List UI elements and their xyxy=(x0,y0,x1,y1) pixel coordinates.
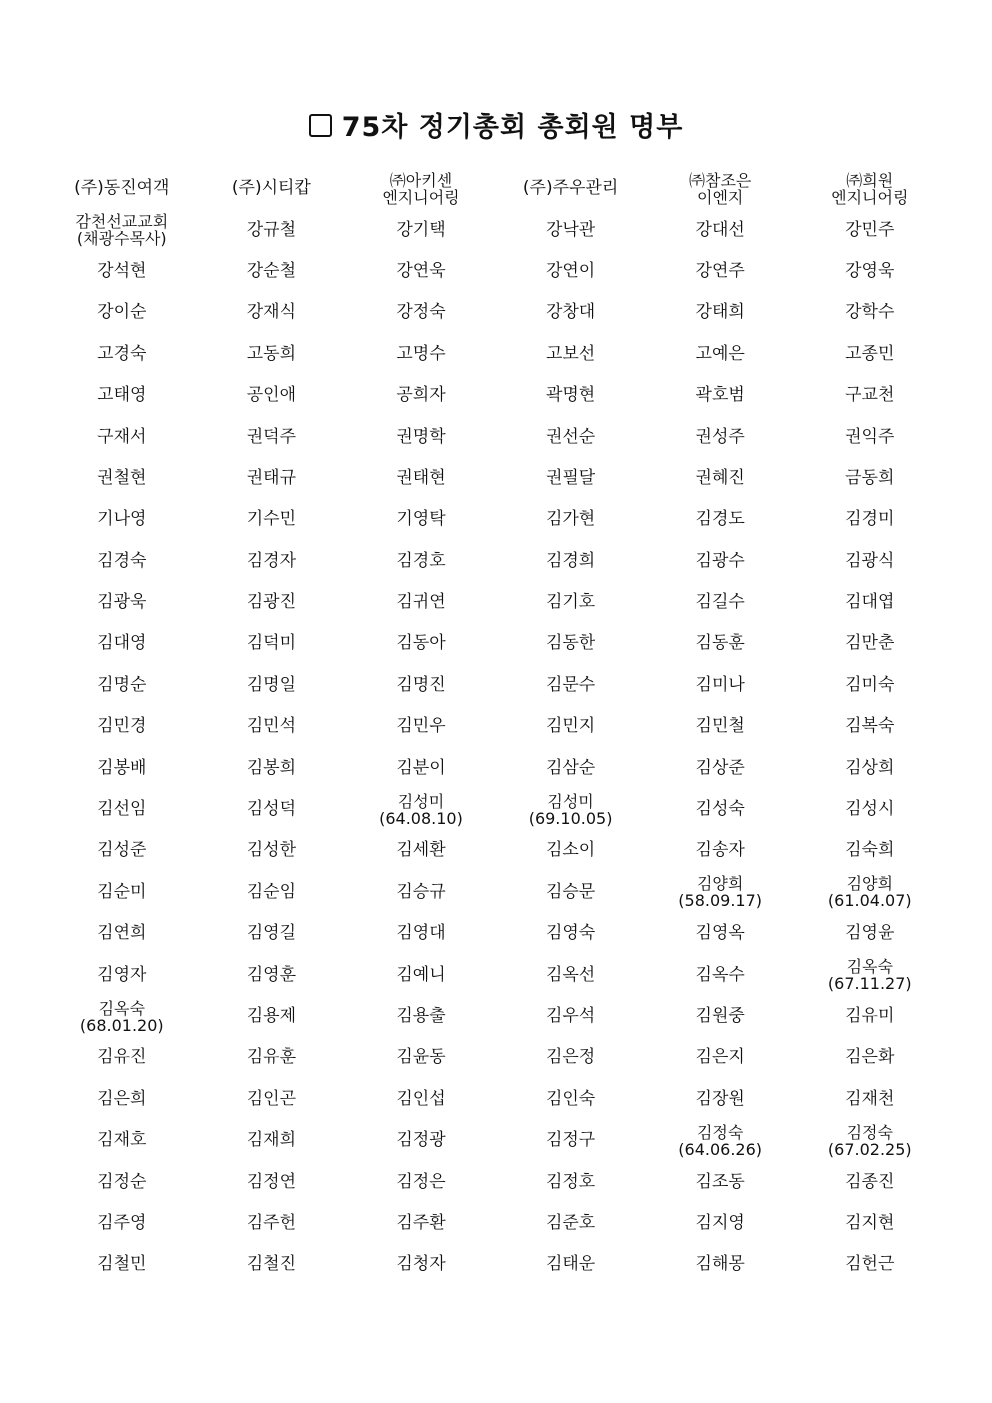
member-name: 김동아 xyxy=(396,633,446,654)
member-name: 김정숙 (64.06.26) xyxy=(678,1122,763,1159)
member-name: 고보선 xyxy=(545,343,596,364)
member-name: 김소이 xyxy=(545,840,596,861)
member-name: 김봉희 xyxy=(246,757,297,778)
member-name: 김원중 xyxy=(695,1006,745,1026)
member-name: 권익주 xyxy=(845,426,895,447)
member-name: 김은지 xyxy=(695,1047,745,1068)
member-name: 김승규 xyxy=(396,881,446,902)
member-name: 강영욱 xyxy=(845,260,895,281)
member-name: 권태규 xyxy=(246,467,297,488)
member-name: 김청자 xyxy=(396,1254,446,1275)
member-name: 김지현 xyxy=(845,1212,895,1233)
member-name: 김철진 xyxy=(246,1254,297,1275)
member-name: 김광욱 xyxy=(97,592,147,613)
member-name: 강민주 xyxy=(845,219,895,240)
member-name: 권덕주 xyxy=(246,426,297,447)
member-name: 김광진 xyxy=(246,592,297,613)
member-name-company: (주)동진여객 xyxy=(74,178,170,199)
member-name: 김명일 xyxy=(246,674,297,695)
member-name: 김종진 xyxy=(845,1171,895,1192)
member-name: 김양희 (58.09.17) xyxy=(678,874,763,911)
member-name: 강이순 xyxy=(97,302,147,323)
member-name: 김영숙 xyxy=(545,923,596,944)
member-name-company: (주)주우관리 xyxy=(522,178,619,199)
member-name: 김옥선 xyxy=(545,964,596,985)
member-name: 김만춘 xyxy=(845,633,895,654)
member-name: 김송자 xyxy=(695,840,745,861)
member-name: 김경숙 xyxy=(97,550,147,571)
member-name: 김헌근 xyxy=(845,1254,895,1275)
member-name: 강연주 xyxy=(695,260,745,281)
page-title-text: 75차 정기총회 총회원 명부 xyxy=(341,112,684,143)
member-name: 김용제 xyxy=(246,1006,297,1026)
member-name: 김옥숙 (68.01.20) xyxy=(79,998,164,1035)
member-name: 김성시 xyxy=(845,799,895,820)
member-name: 김장원 xyxy=(695,1088,745,1109)
member-name: 김상준 xyxy=(695,757,745,778)
member-name: 강학수 xyxy=(845,302,895,323)
member-name: 김봉배 xyxy=(97,757,147,778)
member-name: 김정구 xyxy=(545,1130,596,1151)
member-name: 고명수 xyxy=(396,343,446,364)
member-name: 금동희 xyxy=(845,467,895,488)
member-name: 김은정 xyxy=(545,1047,596,1068)
member-name: 강석현 xyxy=(97,260,147,281)
member-name: 김철민 xyxy=(97,1254,147,1275)
member-name: 김주헌 xyxy=(246,1212,297,1233)
member-name: 김민우 xyxy=(396,716,446,737)
member-name: 김유훈 xyxy=(246,1047,297,1068)
member-name: 권철현 xyxy=(97,467,147,488)
member-name: 김태운 xyxy=(545,1254,596,1275)
member-name-company: ㈜아키센 엔지니어링 xyxy=(382,170,460,207)
member-name: 김순미 xyxy=(97,881,147,902)
member-name: 김은희 xyxy=(97,1088,147,1109)
member-name: 김은화 xyxy=(845,1047,895,1068)
member-name: 강창대 xyxy=(545,302,596,323)
member-name: 김숙희 xyxy=(845,840,895,861)
member-name: 김대엽 xyxy=(845,592,895,613)
member-name: 김주영 xyxy=(97,1212,147,1233)
member-name: 김인곤 xyxy=(246,1088,297,1109)
member-name: 김재희 xyxy=(246,1130,297,1151)
member-name: 김양희 (61.04.07) xyxy=(827,874,912,911)
member-name: 고태영 xyxy=(97,385,147,406)
member-name: 권선순 xyxy=(545,426,596,447)
member-name: 김덕미 xyxy=(246,633,297,654)
member-name: 공희자 xyxy=(396,385,446,406)
member-name: 김재천 xyxy=(845,1088,895,1109)
member-name: 고종민 xyxy=(845,343,895,364)
member-name: 고예은 xyxy=(695,343,745,364)
member-name: 구교천 xyxy=(845,385,895,406)
member-name: 김문수 xyxy=(545,674,596,695)
member-name: 김정순 xyxy=(97,1171,147,1192)
member-name: 김동한 xyxy=(545,633,596,654)
member-name: 김광수 xyxy=(695,550,745,571)
member-name: 김명진 xyxy=(396,674,446,695)
member-name: 기수민 xyxy=(246,509,297,530)
member-name: 김예니 xyxy=(396,964,446,985)
member-roster-grid xyxy=(47,168,945,1286)
member-name: 김유미 xyxy=(845,1006,895,1026)
member-name: 김성미 (64.08.10) xyxy=(379,791,463,828)
member-name: 권성주 xyxy=(695,426,745,447)
member-name: 김상희 xyxy=(845,757,895,778)
member-name: 김미나 xyxy=(695,674,745,695)
member-name: 곽명현 xyxy=(545,385,596,406)
member-name: 김기호 xyxy=(545,592,596,613)
member-name: 김성덕 xyxy=(246,799,297,820)
member-name: 김용출 xyxy=(396,1006,446,1026)
member-name-company: ㈜희원 엔지니어링 xyxy=(831,170,909,207)
member-name: 김정은 xyxy=(396,1171,446,1192)
member-name: 김정연 xyxy=(246,1171,297,1192)
member-name: 감천선교교회 (채광수목사) xyxy=(75,212,169,249)
member-name: 고경숙 xyxy=(97,343,147,364)
member-name: 공인애 xyxy=(246,385,297,406)
member-name: 김정광 xyxy=(396,1130,446,1151)
member-name: 김옥숙 (67.11.27) xyxy=(827,957,912,994)
member-name: 김민석 xyxy=(246,716,297,737)
member-name: 김성숙 xyxy=(695,799,745,820)
member-name: 김선임 xyxy=(97,799,147,820)
member-name: 김정숙 (67.02.25) xyxy=(827,1122,912,1159)
member-name: 김영길 xyxy=(246,923,297,944)
member-name: 김준호 xyxy=(545,1212,596,1233)
member-name: 김영자 xyxy=(97,964,147,985)
member-name: 김우석 xyxy=(545,1006,596,1026)
member-name: 김복숙 xyxy=(845,716,895,737)
member-name: 김경도 xyxy=(695,509,745,530)
member-name: 김재호 xyxy=(97,1130,147,1151)
member-name: 강연욱 xyxy=(396,260,446,281)
member-name: 김대영 xyxy=(97,633,147,654)
member-name: 강대선 xyxy=(695,219,745,240)
member-name: 김길수 xyxy=(695,592,745,613)
member-name: 김윤동 xyxy=(396,1047,446,1068)
member-name: 김성한 xyxy=(246,840,297,861)
member-name: 강기택 xyxy=(396,219,446,240)
member-name: 김인섭 xyxy=(396,1088,446,1109)
member-name: 강규철 xyxy=(246,219,297,240)
member-name: 강낙관 xyxy=(545,219,596,240)
member-name: 고동희 xyxy=(246,343,297,364)
member-name: 김인숙 xyxy=(545,1088,596,1109)
member-name: 김동훈 xyxy=(695,633,745,654)
member-name: 강연이 xyxy=(545,260,596,281)
member-name: 강재식 xyxy=(246,302,297,323)
member-name: 강정숙 xyxy=(396,302,446,323)
member-name: 김영윤 xyxy=(845,923,895,944)
member-name: 강태희 xyxy=(695,302,745,323)
member-name: 김분이 xyxy=(396,757,446,778)
member-name: 김정호 xyxy=(545,1171,596,1192)
member-name: 김미숙 xyxy=(845,674,895,695)
member-name: 구재서 xyxy=(97,426,147,447)
member-name: 김영훈 xyxy=(246,964,297,985)
member-name: 김연희 xyxy=(97,923,147,944)
member-name: 김민경 xyxy=(97,716,147,737)
member-name: 김귀연 xyxy=(396,592,446,613)
member-name: 권명학 xyxy=(396,426,446,447)
member-name: 김조동 xyxy=(695,1171,745,1192)
member-name: 김성미 (69.10.05) xyxy=(528,791,613,828)
member-name: 김영대 xyxy=(396,923,446,944)
member-name: 김영옥 xyxy=(695,923,745,944)
member-name: 김민지 xyxy=(545,716,596,737)
member-name: 김경호 xyxy=(396,550,446,571)
member-name: 기영탁 xyxy=(396,509,446,530)
member-name: 김유진 xyxy=(97,1047,147,1068)
member-name: 강순철 xyxy=(246,260,297,281)
member-name: 김승문 xyxy=(545,881,596,902)
member-name-company: (주)시티캅 xyxy=(231,178,311,199)
page-title xyxy=(0,108,992,148)
member-name: 김삼순 xyxy=(545,757,596,778)
member-name: 김성준 xyxy=(97,840,147,861)
member-name: 김순임 xyxy=(246,881,297,902)
member-name: 김해몽 xyxy=(695,1254,745,1275)
member-name: 권태현 xyxy=(396,467,446,488)
member-name: 김옥수 xyxy=(695,964,745,985)
member-name: 김가현 xyxy=(545,509,596,530)
member-name: 김경미 xyxy=(845,509,895,530)
member-name: 김명순 xyxy=(97,674,147,695)
member-name: 김경자 xyxy=(246,550,297,571)
member-name: 김경희 xyxy=(545,550,596,571)
member-name: 김민철 xyxy=(695,716,745,737)
member-name: 기나영 xyxy=(97,509,147,530)
member-name: 권혜진 xyxy=(695,467,745,488)
member-name-company: ㈜참조은 이엔지 xyxy=(688,170,752,207)
member-name: 김광식 xyxy=(845,550,895,571)
member-name: 김주환 xyxy=(396,1212,446,1233)
member-name: 권필달 xyxy=(545,467,596,488)
member-name: 김세환 xyxy=(396,840,446,861)
member-name: 곽호범 xyxy=(695,385,745,406)
checkbox-square-icon xyxy=(309,114,332,137)
member-name: 김지영 xyxy=(695,1212,745,1233)
